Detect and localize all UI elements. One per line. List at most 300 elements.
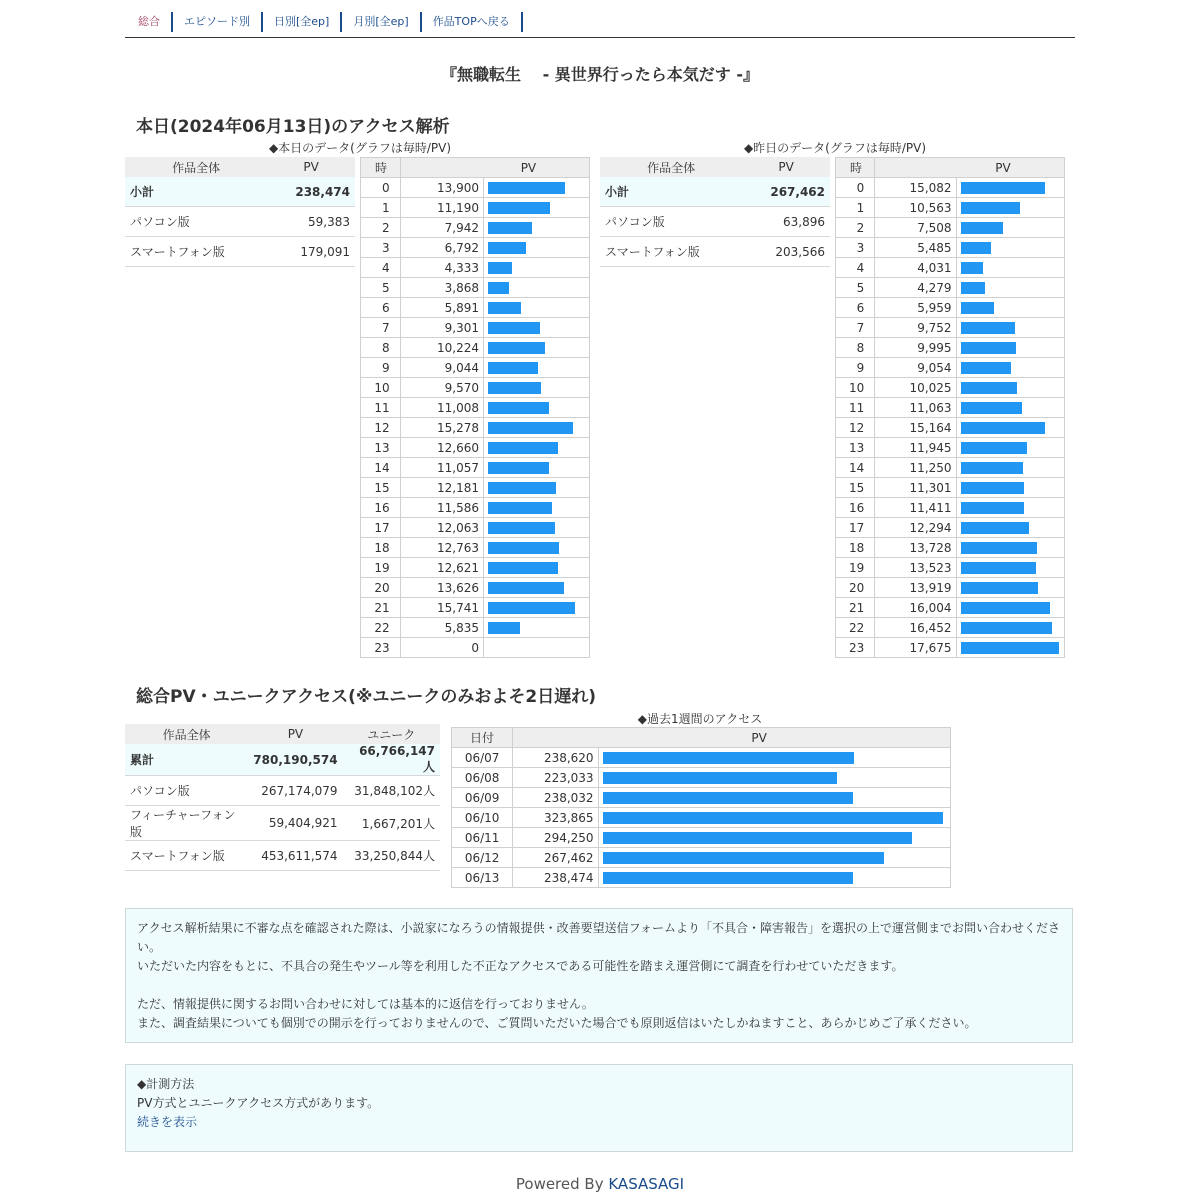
summary-row: [125, 207, 355, 237]
total-row: [125, 744, 440, 776]
bar-cell: [956, 458, 1064, 478]
pv-cell: 5,959: [875, 298, 956, 318]
col-header-hour: 時: [361, 158, 401, 178]
bar-cell: [483, 178, 589, 198]
hour-row: [361, 278, 590, 298]
pv-bar: [603, 772, 837, 784]
pv-cell: 223,033: [513, 768, 598, 788]
hour-row: [836, 478, 1065, 498]
week-row: [452, 868, 951, 888]
pv-bar: [961, 582, 1038, 594]
hour-cell: 10: [361, 378, 401, 398]
pv-cell: 12,660: [400, 438, 483, 458]
hour-cell: 17: [836, 518, 875, 538]
pv-cell: 323,865: [513, 808, 598, 828]
pv-cell: 13,728: [875, 538, 956, 558]
notice-line: また、調査結果についても個別での開示を行っておりませんので、ご質問いただいた場合でも原則返信はいたしかねますこと、あらかじめご了承ください。: [137, 1016, 977, 1030]
pv-cell: 10,025: [875, 378, 956, 398]
col-header-work: 作品全体: [125, 724, 248, 744]
pv-bar: [488, 202, 550, 214]
bar-cell: [956, 198, 1064, 218]
hour-cell: 3: [836, 238, 875, 258]
bar-cell: [598, 788, 950, 808]
pv-cell: 4,333: [400, 258, 483, 278]
hour-cell: 16: [361, 498, 401, 518]
summary-row: [600, 207, 830, 237]
bar-cell: [956, 418, 1064, 438]
hour-row: [361, 558, 590, 578]
hour-row: [836, 538, 1065, 558]
date-cell: 06/08: [452, 768, 513, 788]
hour-row: [836, 198, 1065, 218]
bar-cell: [598, 828, 950, 848]
hour-row: [361, 418, 590, 438]
hour-row: [361, 198, 590, 218]
pv-bar: [488, 302, 521, 314]
hour-row: [361, 538, 590, 558]
pv-bar: [961, 622, 1052, 634]
hour-row: [836, 638, 1065, 658]
row-label: パソコン版: [600, 207, 742, 237]
total-row: [125, 806, 440, 841]
bar-cell: [483, 418, 589, 438]
pv-bar: [961, 602, 1050, 614]
hour-row: [836, 598, 1065, 618]
bar-cell: [598, 848, 950, 868]
row-unique: 31,848,102人: [343, 776, 440, 806]
pv-cell: 238,620: [513, 748, 598, 768]
pv-cell: 11,057: [400, 458, 483, 478]
bar-cell: [956, 518, 1064, 538]
col-header-work: 作品全体: [125, 157, 267, 177]
total-row: [125, 776, 440, 806]
bar-cell: [956, 238, 1064, 258]
pv-bar: [603, 792, 853, 804]
bar-cell: [956, 438, 1064, 458]
bar-cell: [956, 218, 1064, 238]
hour-cell: 20: [361, 578, 401, 598]
pv-bar: [961, 182, 1045, 194]
bar-cell: [483, 278, 589, 298]
week-table: [451, 727, 951, 888]
hour-cell: 22: [836, 618, 875, 638]
hour-row: [836, 358, 1065, 378]
pv-cell: 0: [400, 638, 483, 658]
hour-cell: 14: [836, 458, 875, 478]
hour-row: [361, 498, 590, 518]
week-row: [452, 788, 951, 808]
hour-row: [361, 378, 590, 398]
hour-cell: 1: [836, 198, 875, 218]
hour-row: [836, 238, 1065, 258]
pv-bar: [961, 642, 1059, 654]
bar-cell: [483, 318, 589, 338]
hour-cell: 21: [361, 598, 401, 618]
hour-row: [361, 398, 590, 418]
bar-cell: [956, 258, 1064, 278]
bar-cell: [598, 808, 950, 828]
row-value: 63,896: [742, 207, 830, 237]
week-caption: ◆過去1週間のアクセス: [637, 712, 763, 726]
date-cell: 06/12: [452, 848, 513, 868]
pv-bar: [488, 622, 520, 634]
pv-cell: 6,792: [400, 238, 483, 258]
footer: [0, 1175, 1200, 1193]
bar-cell: [956, 338, 1064, 358]
pv-cell: 238,032: [513, 788, 598, 808]
today-hourly-table: [360, 157, 590, 658]
today-summary-table: [125, 157, 355, 267]
pv-bar: [961, 522, 1029, 534]
pv-cell: 12,294: [875, 518, 956, 538]
hour-row: [836, 458, 1065, 478]
bar-cell: [483, 438, 589, 458]
notice-line: アクセス解析結果に不審な点を確認された際は、小説家になろうの情報提供・改善要望送信フォームより「不具合・障害報告」を選択の上で運営側までお問い合わせください。: [137, 921, 1061, 954]
hour-row: [361, 318, 590, 338]
week-row: [452, 828, 951, 848]
hour-cell: 11: [836, 398, 875, 418]
bar-cell: [956, 378, 1064, 398]
pv-cell: 12,063: [400, 518, 483, 538]
pv-cell: 10,563: [875, 198, 956, 218]
pv-bar: [488, 422, 573, 434]
row-pv: 453,611,574: [248, 841, 342, 871]
bar-cell: [483, 378, 589, 398]
hour-cell: 13: [361, 438, 401, 458]
pv-bar: [488, 342, 545, 354]
hour-cell: 7: [836, 318, 875, 338]
nav-link[interactable]: 総合: [125, 12, 173, 32]
hour-cell: 10: [836, 378, 875, 398]
hour-cell: 12: [836, 418, 875, 438]
pv-cell: 238,474: [513, 868, 598, 888]
hour-cell: 5: [836, 278, 875, 298]
pv-bar: [961, 362, 1011, 374]
pv-bar: [961, 202, 1020, 214]
hour-cell: 20: [836, 578, 875, 598]
pv-bar: [961, 282, 985, 294]
col-header-pv: PV: [248, 724, 342, 744]
hour-cell: 7: [361, 318, 401, 338]
pv-bar: [603, 852, 884, 864]
pv-cell: 16,452: [875, 618, 956, 638]
date-cell: 06/07: [452, 748, 513, 768]
pv-cell: 7,942: [400, 218, 483, 238]
hour-cell: 9: [361, 358, 401, 378]
bar-cell: [483, 638, 589, 658]
kasasagi-link[interactable]: KASASAGI: [608, 1175, 685, 1193]
bar-cell: [483, 478, 589, 498]
nav-link[interactable]: 作品TOPへ戻る: [422, 12, 523, 32]
page-title: 『無職転生 - 異世界行ったら本気だす -』: [441, 65, 759, 84]
pv-cell: 9,570: [400, 378, 483, 398]
hour-row: [361, 238, 590, 258]
pv-bar: [488, 242, 526, 254]
bar-cell: [483, 358, 589, 378]
pv-bar: [488, 442, 558, 454]
hour-row: [836, 438, 1065, 458]
summary-row: [125, 177, 355, 207]
pv-cell: 11,250: [875, 458, 956, 478]
row-value: 179,091: [267, 237, 355, 267]
pv-cell: 5,485: [875, 238, 956, 258]
pv-cell: 9,752: [875, 318, 956, 338]
bar-cell: [483, 518, 589, 538]
hour-cell: 2: [361, 218, 401, 238]
summary-row: [125, 237, 355, 267]
bar-cell: [956, 318, 1064, 338]
bar-cell: [956, 278, 1064, 298]
hour-row: [361, 578, 590, 598]
hour-cell: 0: [836, 178, 875, 198]
hour-row: [836, 218, 1065, 238]
bar-cell: [956, 358, 1064, 378]
pv-cell: 5,891: [400, 298, 483, 318]
hour-cell: 2: [836, 218, 875, 238]
hour-row: [836, 498, 1065, 518]
show-more-link[interactable]: 続きを表示: [137, 1115, 198, 1129]
pv-cell: 4,279: [875, 278, 956, 298]
pv-cell: 11,301: [875, 478, 956, 498]
method-text: PV方式とユニークアクセス方式があります。: [137, 1096, 380, 1110]
pv-cell: 13,900: [400, 178, 483, 198]
pv-cell: 13,523: [875, 558, 956, 578]
pv-cell: 11,586: [400, 498, 483, 518]
pv-cell: 13,919: [875, 578, 956, 598]
week-row: [452, 808, 951, 828]
hour-cell: 15: [361, 478, 401, 498]
hour-cell: 19: [836, 558, 875, 578]
hour-cell: 16: [836, 498, 875, 518]
pv-cell: 12,621: [400, 558, 483, 578]
hour-row: [836, 398, 1065, 418]
notice-line: [137, 976, 1061, 995]
pv-bar: [488, 362, 538, 374]
pv-bar: [603, 832, 912, 844]
pv-bar: [488, 282, 509, 294]
pv-bar: [961, 242, 991, 254]
pv-bar: [488, 462, 549, 474]
pv-bar: [488, 582, 564, 594]
bar-cell: [956, 618, 1064, 638]
hour-cell: 9: [836, 358, 875, 378]
hour-row: [361, 178, 590, 198]
col-header-work: 作品全体: [600, 157, 742, 177]
pv-cell: 9,995: [875, 338, 956, 358]
hour-cell: 23: [361, 638, 401, 658]
hour-row: [361, 438, 590, 458]
hour-cell: 23: [836, 638, 875, 658]
pv-bar: [961, 542, 1037, 554]
row-pv: 267,174,079: [248, 776, 342, 806]
week-row: [452, 748, 951, 768]
method-box: [125, 1064, 1073, 1152]
today-heading: 本日(2024年06月13日)のアクセス解析: [136, 117, 450, 137]
pv-cell: 11,411: [875, 498, 956, 518]
hour-row: [361, 638, 590, 658]
hour-cell: 21: [836, 598, 875, 618]
row-value: 203,566: [742, 237, 830, 267]
pv-bar: [488, 402, 549, 414]
pv-cell: 15,082: [875, 178, 956, 198]
row-value: 59,383: [267, 207, 355, 237]
col-header-date: 日付: [452, 728, 513, 748]
bar-cell: [956, 598, 1064, 618]
row-unique: 66,766,147人: [343, 744, 440, 776]
pv-bar: [961, 222, 1003, 234]
bar-cell: [483, 458, 589, 478]
top-nav: [125, 12, 1075, 38]
bar-cell: [483, 238, 589, 258]
pv-cell: 5,835: [400, 618, 483, 638]
bar-cell: [956, 478, 1064, 498]
nav-link[interactable]: エピソード別: [173, 12, 263, 32]
pv-cell: 11,063: [875, 398, 956, 418]
pv-bar: [961, 562, 1036, 574]
row-label: パソコン版: [125, 776, 248, 806]
col-header-pv: PV: [513, 728, 951, 748]
pv-cell: 9,301: [400, 318, 483, 338]
pv-bar: [961, 462, 1023, 474]
hour-cell: 6: [836, 298, 875, 318]
week-row: [452, 848, 951, 868]
hour-row: [361, 618, 590, 638]
hour-row: [361, 458, 590, 478]
row-label: スマートフォン版: [125, 841, 248, 871]
bar-cell: [956, 498, 1064, 518]
summary-row: [600, 237, 830, 267]
hour-cell: 13: [836, 438, 875, 458]
hour-cell: 8: [836, 338, 875, 358]
hour-row: [836, 278, 1065, 298]
hour-cell: 4: [361, 258, 401, 278]
pv-bar: [603, 752, 854, 764]
hour-row: [836, 618, 1065, 638]
bar-cell: [483, 538, 589, 558]
hour-cell: 4: [836, 258, 875, 278]
hour-row: [361, 258, 590, 278]
pv-bar: [488, 322, 540, 334]
pv-bar: [488, 562, 558, 574]
total-row: [125, 841, 440, 871]
bar-cell: [483, 298, 589, 318]
col-header-hour: 時: [836, 158, 875, 178]
hour-cell: 17: [361, 518, 401, 538]
bar-cell: [483, 198, 589, 218]
hour-row: [361, 218, 590, 238]
pv-bar: [488, 542, 559, 554]
method-heading: ◆計測方法: [137, 1077, 195, 1091]
pv-cell: 7,508: [875, 218, 956, 238]
hour-row: [836, 558, 1065, 578]
pv-cell: 11,008: [400, 398, 483, 418]
row-value: 238,474: [267, 177, 355, 207]
hour-cell: 12: [361, 418, 401, 438]
bar-cell: [483, 498, 589, 518]
hour-cell: 1: [361, 198, 401, 218]
row-unique: 33,250,844人: [343, 841, 440, 871]
pv-bar: [961, 482, 1024, 494]
hour-cell: 22: [361, 618, 401, 638]
nav-link[interactable]: 月別[全ep]: [342, 12, 421, 32]
row-label: スマートフォン版: [600, 237, 742, 267]
pv-bar: [961, 442, 1027, 454]
pv-cell: 11,190: [400, 198, 483, 218]
hour-row: [836, 298, 1065, 318]
pv-cell: 13,626: [400, 578, 483, 598]
pv-bar: [488, 482, 556, 494]
pv-bar: [961, 382, 1017, 394]
col-header-pv: PV: [742, 157, 830, 177]
row-label: スマートフォン版: [125, 237, 267, 267]
hour-cell: 5: [361, 278, 401, 298]
hour-row: [836, 338, 1065, 358]
hour-cell: 15: [836, 478, 875, 498]
col-header-pv: PV: [875, 158, 1065, 178]
notice-box: [125, 908, 1073, 1043]
pv-bar: [961, 422, 1045, 434]
pv-bar: [961, 342, 1016, 354]
hour-row: [361, 298, 590, 318]
hour-row: [836, 378, 1065, 398]
bar-cell: [956, 398, 1064, 418]
pv-cell: 12,181: [400, 478, 483, 498]
hour-cell: 14: [361, 458, 401, 478]
hour-cell: 18: [361, 538, 401, 558]
pv-cell: 15,164: [875, 418, 956, 438]
hour-cell: 8: [361, 338, 401, 358]
date-cell: 06/11: [452, 828, 513, 848]
pv-bar: [488, 222, 532, 234]
row-unique: 1,667,201人: [343, 806, 440, 841]
pv-cell: 267,462: [513, 848, 598, 868]
row-label: 小計: [125, 177, 267, 207]
pv-bar: [961, 402, 1022, 414]
date-cell: 06/13: [452, 868, 513, 888]
hour-row: [836, 418, 1065, 438]
hour-row: [836, 318, 1065, 338]
bar-cell: [956, 638, 1064, 658]
bar-cell: [956, 538, 1064, 558]
nav-link[interactable]: 日別[全ep]: [263, 12, 342, 32]
hour-cell: 19: [361, 558, 401, 578]
row-label: フィーチャーフォン版: [125, 806, 248, 841]
hour-row: [836, 578, 1065, 598]
bar-cell: [483, 218, 589, 238]
bar-cell: [483, 398, 589, 418]
footer-prefix: Powered By: [515, 1175, 609, 1193]
pv-bar: [488, 522, 555, 534]
col-header-unique: ユニーク: [343, 724, 440, 744]
row-label: 累計: [125, 744, 248, 776]
pv-cell: 15,741: [400, 598, 483, 618]
yesterday-summary-table: [600, 157, 830, 267]
hour-row: [836, 258, 1065, 278]
today-caption: ◆本日のデータ(グラフは毎時/PV): [268, 141, 452, 155]
pv-bar: [961, 322, 1015, 334]
hour-row: [361, 518, 590, 538]
bar-cell: [483, 338, 589, 358]
row-pv: 59,404,921: [248, 806, 342, 841]
bar-cell: [956, 578, 1064, 598]
summary-row: [600, 177, 830, 207]
notice-line: ただ、情報提供に関するお問い合わせに対しては基本的に返信を行っておりません。: [137, 997, 594, 1011]
hour-row: [361, 478, 590, 498]
row-label: 小計: [600, 177, 742, 207]
bar-cell: [483, 578, 589, 598]
pv-bar: [603, 812, 943, 824]
col-header-pv: PV: [267, 157, 355, 177]
